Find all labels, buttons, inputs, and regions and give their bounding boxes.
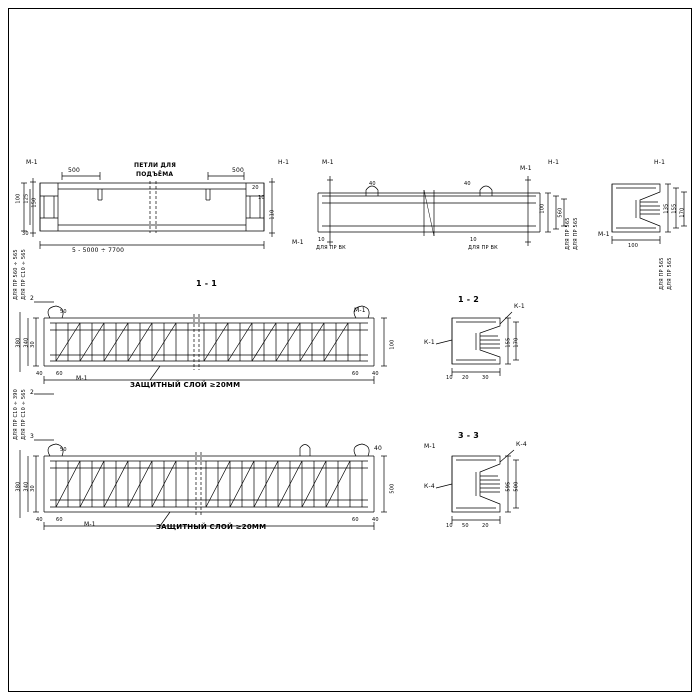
- label-k4-sec33-left: К-4: [424, 483, 435, 490]
- dim-span-top: 5 - 5000 ÷ 7700: [72, 247, 125, 254]
- dim-sec11-60: 60: [352, 371, 359, 377]
- dim-elev-h1: 100: [539, 203, 546, 214]
- label-m1-sec11: М-1: [354, 307, 366, 314]
- label-n1-top-right: Н-1: [278, 159, 290, 166]
- dim-40-sec11b: 40: [374, 445, 383, 452]
- note-zashitny-1: ЗАЩИТНЫЙ СЛОЙ ≥20ММ: [130, 381, 241, 389]
- dim-sec-h3: 170: [679, 207, 686, 218]
- dim-sec12-h1: 155: [505, 337, 512, 348]
- dim-10-elev-b: 10: [470, 237, 477, 243]
- dim-sec11b-60-right: 60: [352, 517, 359, 523]
- dim-side-3: 150: [31, 197, 38, 208]
- dim-right-2: 10: [258, 195, 265, 201]
- dim-sec12-b3: 30: [482, 375, 489, 381]
- note-sec-right-2: ДЛЯ ПР 565: [667, 257, 673, 290]
- label-m1-sec-right: М-1: [598, 231, 610, 238]
- label-m1-sec11b: М-1: [84, 521, 96, 528]
- dim-sec11-left-1: 380: [15, 337, 22, 348]
- label-n1-sec-right: Н-1: [654, 159, 666, 166]
- dim-sec33-b3: 20: [482, 523, 489, 529]
- note-dlya-bk-left: ДЛЯ ПР ВК: [316, 245, 346, 251]
- dim-sec11b-left-2: 340: [23, 481, 30, 492]
- note-elev-right-2: ДЛЯ ПР 565: [573, 217, 579, 250]
- dim-sec11-40-left: 40: [36, 371, 43, 377]
- dim-sec11b-left-3: 30: [29, 485, 36, 492]
- note-vert-left-1: ДЛЯ ПР 560 ÷ 565: [13, 249, 19, 300]
- dim-sec-h1: 135: [663, 203, 670, 214]
- dim-sec-bottom: 100: [628, 243, 639, 249]
- dim-20-topright: 20: [252, 185, 259, 191]
- dim-30-left: 30: [22, 231, 29, 237]
- dim-sec11-40: 40: [372, 371, 379, 377]
- dim-sec12-b2: 20: [462, 375, 469, 381]
- note-vert-left-2: ДЛЯ ПР С10 ÷ 565: [21, 248, 27, 300]
- dim-sec11b-right: 500: [389, 483, 396, 494]
- label-podyema: ПОДЪЁМА: [136, 171, 174, 178]
- dim-sec12-b1: 10: [446, 375, 453, 381]
- label-m1-top-left: М-1: [26, 159, 38, 166]
- label-m1-elev-left: М-1: [322, 159, 334, 166]
- mark-3-top: 3: [30, 433, 35, 440]
- dim-sec33-h1: 595: [505, 481, 512, 492]
- note-sec-right-1: ДЛЯ ПР 565: [659, 257, 665, 290]
- dim-sec11-left-2: 340: [23, 337, 30, 348]
- label-k1-sec12-left: К-1: [424, 339, 435, 346]
- dim-500-right: 500: [232, 167, 245, 174]
- dim-side-2: 125: [23, 193, 30, 204]
- label-k4-sec33: К-4: [516, 441, 527, 448]
- dim-right-1: 110: [269, 209, 276, 220]
- dim-sec11b-60-left: 60: [56, 517, 63, 523]
- mark-2-bottom: 2: [30, 389, 35, 396]
- label-k1-sec12: К-1: [514, 303, 525, 310]
- dim-sec12-h2: 170: [513, 337, 520, 348]
- title-section-3-3: 3 - 3: [458, 431, 480, 440]
- title-section-1-1: 1 - 1: [196, 279, 218, 288]
- dim-side-1: 100: [15, 193, 22, 204]
- note-dlya-bk-right: ДЛЯ ПР ВК: [468, 245, 498, 251]
- label-m1-elev-bottom: М-1: [292, 239, 304, 246]
- dim-10-elev: 10: [318, 237, 325, 243]
- label-m1-elev-mid: М-1: [520, 165, 532, 172]
- dim-sec11b-40-left: 40: [36, 517, 43, 523]
- dim-sec33-b2: 50: [462, 523, 469, 529]
- dim-sec11b-50: 50: [60, 447, 67, 453]
- label-m1-sec33: М-1: [424, 443, 436, 450]
- dim-sec-h2: 155: [671, 203, 678, 214]
- dim-sec11b-40-right: 40: [372, 517, 379, 523]
- title-section-1-2: 1 - 2: [458, 295, 480, 304]
- dim-sec11-60-left: 60: [56, 371, 63, 377]
- note-elev-right-1: ДЛЯ ПР 565: [565, 217, 571, 250]
- note-vert-left-3: ДЛЯ ПР С10 ÷ 390: [13, 388, 19, 440]
- note-vert-left-4: ДЛЯ ПР С10 ÷ 565: [21, 388, 27, 440]
- dim-sec11-50: 50: [60, 309, 67, 315]
- dim-sec33-h2: 500: [513, 481, 520, 492]
- dim-40-elev-b: 40: [464, 181, 471, 187]
- dim-elev-h2: 560: [557, 207, 564, 218]
- dim-40-elev-a: 40: [369, 181, 376, 187]
- note-zashitny-2: ЗАЩИТНЫЙ СЛОЙ ≥20ММ: [156, 523, 267, 531]
- dim-sec11b-left-1: 380: [15, 481, 22, 492]
- dim-sec11-left-3: 30: [29, 341, 36, 348]
- dim-sec33-b1: 10: [446, 523, 453, 529]
- label-n1-elev-right: Н-1: [548, 159, 560, 166]
- dim-500-left: 500: [68, 167, 81, 174]
- mark-2-top: 2: [30, 295, 35, 302]
- dim-sec11-right-1: 100: [389, 339, 396, 350]
- label-petli: ПЕТЛИ ДЛЯ: [134, 162, 177, 169]
- label-m1-sec11-bottom: М-1: [76, 375, 88, 382]
